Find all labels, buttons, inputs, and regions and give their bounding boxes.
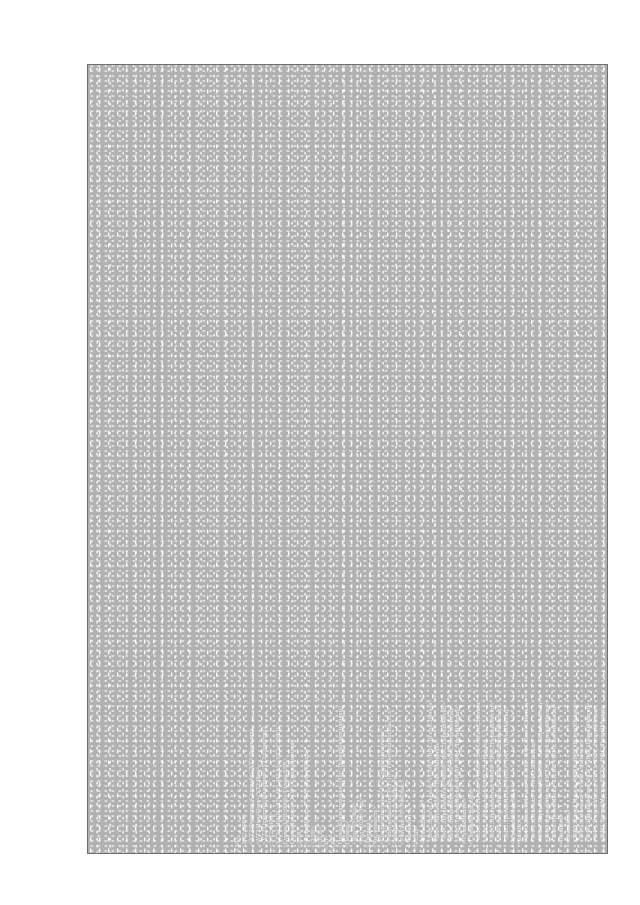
xml-line: <УТ2:Имя>Олег</УТ2:Имя> xyxy=(254,766,262,851)
xml-line: <ВФС:ТретийМесяц>20273</ВФС:ТретийМесяц> xyxy=(599,706,607,851)
xml-line: </ЗЛ> xyxy=(323,834,331,851)
xml-line: <Среднесписочная>45</Среднесписочная> xyxy=(378,728,386,851)
xml-line: <СуммаНеПодлОбл> xyxy=(468,787,476,851)
xml-line: <Численность> xyxy=(371,806,379,851)
xml-line: </ДЛВ> xyxy=(309,826,317,851)
xml-line: <ВФС:ТретийМесяц>223182</ВФС:ТретийМесяц> xyxy=(550,703,558,851)
xml-line: <ВФС:ВторойМесяц>47900</ВФС:ВторойМесяц> xyxy=(447,705,455,851)
xml-line: <УТ2:Фамилия>Соловьёв</УТ2:Фамилия> xyxy=(247,728,255,851)
xml-line: <ВФС:ВторойМесяц>47900</ВФС:ВторойМесяц> xyxy=(495,705,503,851)
xml-line: <ВФС:ПервыйМесяц>20272</ВФС:ПервыйМесяц> xyxy=(585,702,593,851)
xml-line: <ВФС:ТретийМесяц>49100</ВФС:ТретийМесяц> xyxy=(502,706,510,851)
xml-line: <ВФС:НаНачало>0</ВФС:НаНачало> xyxy=(433,738,441,851)
xml-line: <СуммаИсч> xyxy=(564,809,572,851)
xml-line: <ВФС:НаНачало>0</ВФС:НаНачало> xyxy=(578,738,586,851)
xml-line: <УТ2:СНИЛС>876-483-483 83</УТ2:СНИЛС> xyxy=(275,721,283,851)
xml-line: <Год>2022</Год> xyxy=(357,797,365,851)
xml-line: <ВФС:НаНачало>0</ВФС:НаНачало> xyxy=(530,738,538,851)
xml-listing-panel xyxy=(87,64,608,854)
xml-line: <СуммаИтого>7568</СуммаИтого> xyxy=(302,748,310,851)
xml-line: </СуммаВыплат> xyxy=(461,797,469,851)
xml-line: </УТ2:ФИО> xyxy=(268,811,276,851)
xml-line: <СуммаВыплат> xyxy=(419,799,427,851)
xml-line: <ОСС> xyxy=(330,830,338,851)
xml-line: <УТ2:Отчество>Иванович</УТ2:Отчество> xyxy=(261,725,269,851)
xml-line: <СуммаВзносов>2432</СуммаВзносов> xyxy=(289,739,297,851)
xml-line: <ВФС:ПервыйМесяц>48600</ВФС:ПервыйМесяц> xyxy=(440,702,448,851)
xml-line: <ВФС:НаНачало>0</ВФС:НаНачало> xyxy=(481,738,489,851)
xml-line: </Период> xyxy=(364,818,372,851)
xml-line: <НомерКорректировки>000</НомерКорректировки> xyxy=(337,705,345,851)
xml-line: <ВФС:ВторойМесяц>217727</ВФС:ВторойМесяц> xyxy=(543,702,551,851)
xml-line: <Период> xyxy=(344,820,352,851)
xml-line: <ВФС:ВсегоСНачала>60818</ВФС:ВсегоСНачала> xyxy=(571,702,579,851)
xml-listing-rotated xyxy=(88,65,608,854)
xml-line: </СуммаНеПодлОбл> xyxy=(509,786,517,851)
xml-line: <ДЛВ> xyxy=(295,827,303,851)
xml-line: </Численность> xyxy=(406,804,414,851)
xml-line: <РаботающихОпасУсл>16</РаботающихОпасУсл> xyxy=(385,707,393,851)
xml-line: <ВФС:ВторойМесяц>20273</ВФС:ВторойМесяц> xyxy=(592,705,600,851)
xml-line: <БазаИсч> xyxy=(516,815,524,851)
xml-line: <ВФС:ПервыйМесяц>48600</ВФС:ПервыйМесяц> xyxy=(488,702,496,851)
xml-listing xyxy=(235,699,607,851)
xml-line: <УТ2:ФИО> xyxy=(240,813,248,851)
xml-line: <РабВсего>21</РабВсего> xyxy=(392,772,400,851)
xml-line: <ВФС:ВсегоСНачала>145600</ВФС:ВсегоСНачала> xyxy=(426,699,434,851)
xml-line: </ЛСВ> xyxy=(316,826,324,851)
xml-line: <ВФС:ПервыйМесяц>220909</ВФС:ПервыйМесяц> xyxy=(537,699,545,851)
xml-line: <ВФС:ТретийМесяц>49100</ВФС:ТретийМесяц> xyxy=(454,706,462,851)
xml-line: <СуммаДЛВ>9800</СуммаДЛВ> xyxy=(282,758,290,851)
xml-line: <РСЗВ> xyxy=(413,825,421,851)
xml-line: <РабОпас>5</РабОпас> xyxy=(399,779,407,851)
xml-line: <ВФС:ВсегоСНачала>145600</ВФС:ВсегоСНачала> xyxy=(475,699,483,851)
xml-line: <Код>03</Код> xyxy=(351,802,359,851)
xml-line: </БазаИсч> xyxy=(557,813,565,851)
xml-line: <ЗЛ> xyxy=(233,836,241,851)
xml-line: <ВФС:ВсегоСНачала>661818</ВФС:ВсегоСНачала> xyxy=(523,699,531,851)
